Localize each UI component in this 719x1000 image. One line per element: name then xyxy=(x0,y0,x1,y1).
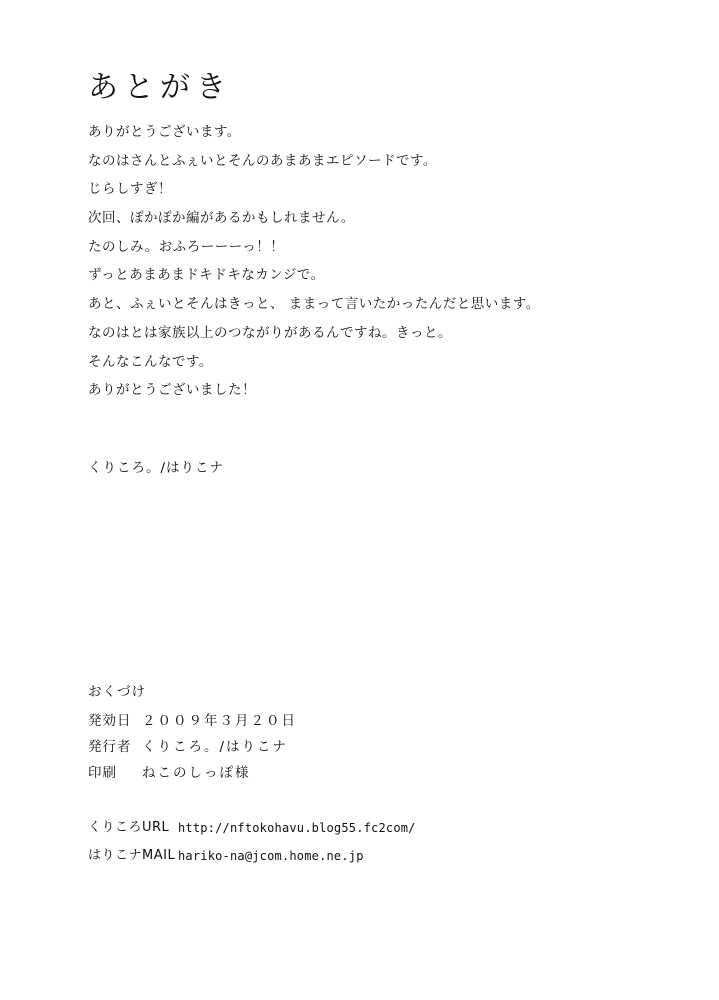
afterword-line: ありがとうございます。 xyxy=(88,124,241,140)
link-row xyxy=(88,814,416,842)
afterword-line: たのしみ。おふろーーーっ！！ xyxy=(88,238,285,255)
afterword-line: ずっとあまあまドキドキなカンジで。 xyxy=(88,267,325,284)
link-label: はりこナMAIL xyxy=(88,848,176,863)
afterword-body xyxy=(88,118,648,405)
afterword-line: じらしすぎ！ xyxy=(88,181,172,198)
colophon-row xyxy=(88,734,297,760)
colophon xyxy=(88,682,297,786)
colophon-title: おくづけ xyxy=(88,684,146,700)
colophon-row xyxy=(88,708,297,734)
colophon-label: 発効日 xyxy=(88,713,132,729)
colophon-row xyxy=(88,760,297,786)
afterword-line: ありがとうございました！ xyxy=(88,382,256,399)
colophon-value: ねこのしっぽ様 xyxy=(142,765,251,781)
colophon-value: ２００９年３月２０日 xyxy=(142,713,297,729)
afterword-title: あとがき xyxy=(88,70,232,105)
afterword-line: 次回、ぽかぽか編があるかもしれません。 xyxy=(88,210,355,227)
colophon-label: 発行者 xyxy=(88,739,132,755)
colophon-value: くりころ。/はりこナ xyxy=(142,739,289,755)
contact-links xyxy=(88,814,416,870)
afterword-line: あと、ふぇいとそんはきっと、 ままって言いたかったんだと思います。 xyxy=(88,296,540,313)
link-label: くりころURL xyxy=(88,820,170,835)
url-text[interactable]: http://nftokohavu.blog55.fc2com/ xyxy=(178,821,416,835)
author-signature: くりころ。/はりこナ xyxy=(88,460,225,476)
afterword-line: なのはとは家族以上のつながりがあるんですね。きっと。 xyxy=(88,324,452,341)
colophon-label: 印刷 xyxy=(88,765,117,781)
afterword-line: そんなこんなです。 xyxy=(88,353,213,370)
email-text[interactable]: hariko-na@jcom.home.ne.jp xyxy=(178,849,364,863)
link-row xyxy=(88,842,416,870)
afterword-line: なのはさんとふぇいとそんのあまあまエピソードです。 xyxy=(88,152,437,169)
